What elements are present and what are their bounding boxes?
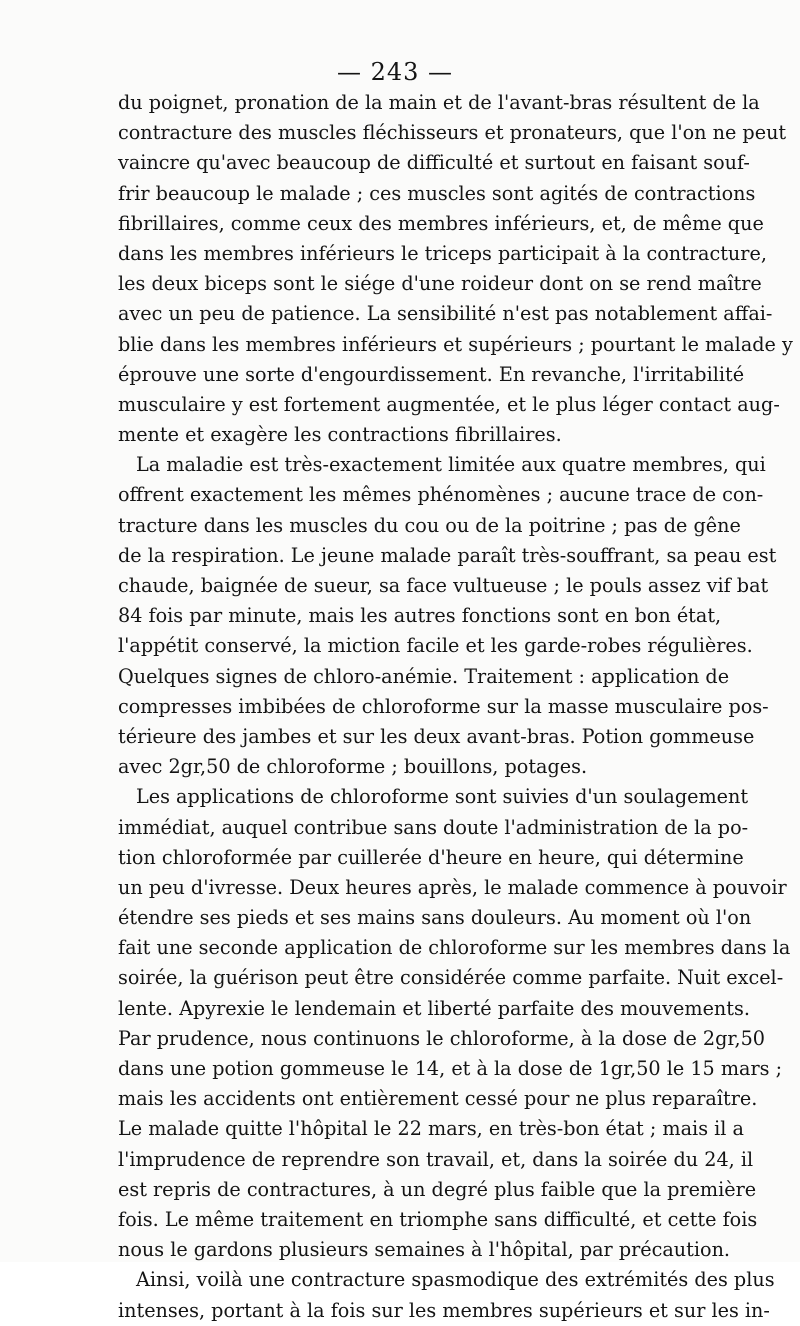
- text-line: de la respiration. Le jeune malade paraît très-souffrant, sa peau est: [118, 543, 777, 567]
- text-line: contracture des muscles fléchisseurs et pronateurs, que l'on ne peut: [118, 121, 787, 145]
- text-line: blie dans les membres inférieurs et supérieurs ; pourtant le malade y: [118, 332, 793, 356]
- text-line: dans les membres inférieurs le triceps participait à la contracture,: [118, 241, 767, 265]
- text-line: Quelques signes de chloro-anémie. Traitement : application de: [118, 664, 730, 688]
- text-line: est repris de contractures, à un degré plus faible que la première: [118, 1177, 757, 1201]
- text-line: offrent exactement les mêmes phénomènes ; aucune trace de con-: [118, 483, 764, 507]
- text-line: lente. Apyrexie le lendemain et liberté parfaite des mouvements.: [118, 996, 750, 1020]
- text-line: l'appétit conservé, la miction facile et les garde-robes régulières.: [118, 634, 753, 658]
- text-line: musculaire y est fortement augmentée, et le plus léger contact aug-: [118, 392, 780, 416]
- text-line: chaude, baignée de sueur, sa face vultueuse ; le pouls assez vif bat: [118, 574, 769, 597]
- text-line: La maladie est très-exactement limitée aux quatre membres, qui: [136, 453, 766, 477]
- text-line: frir beaucoup le malade ; ces muscles sont agités de contractions: [118, 181, 756, 205]
- text-line: avec 2gr,50 de chloroforme ; bouillons, potages.: [118, 755, 588, 779]
- text-line: l'imprudence de reprendre son travail, et, dans la soirée du 24, il: [118, 1147, 754, 1171]
- text-line: fibrillaires, comme ceux des membres inférieurs, et, de même que: [118, 211, 764, 235]
- text-line: étendre ses pieds et ses mains sans douleurs. Au moment où l'on: [118, 906, 752, 930]
- text-line: 84 fois par minute, mais les autres fonctions sont en bon état,: [118, 604, 722, 628]
- text-line: nous le gardons plusieurs semaines à l'hôpital, par précaution.: [118, 1238, 731, 1262]
- text-line: avec un peu de patience. La sensibilité n'est pas notablement affai-: [118, 302, 773, 326]
- text-line: Les applications de chloroforme sont suivies d'un soulagement: [136, 785, 749, 809]
- text-line: intenses, portant à la fois sur les membres supérieurs et sur les in-: [118, 1298, 770, 1322]
- text-line: Le malade quitte l'hôpital le 22 mars, en très-bon état ; mais il a: [118, 1117, 744, 1141]
- text-line: Ainsi, voilà une contracture spasmodique des extrémités des plus: [136, 1268, 775, 1292]
- text-line: Par prudence, nous continuons le chloroforme, à la dose de 2gr,50: [118, 1026, 765, 1050]
- text-line: soirée, la guérison peut être considérée comme parfaite. Nuit excel-: [118, 966, 784, 990]
- text-line: mente et exagère les contractions fibrillaires.: [118, 423, 562, 447]
- text-line: tracture dans les muscles du cou ou de la poitrine ; pas de gêne: [118, 513, 741, 537]
- text-line: les deux biceps sont le siége d'une roideur dont on se rend maître: [118, 272, 762, 296]
- text-line: fait une seconde application de chloroforme sur les membres dans la: [118, 936, 791, 960]
- text-line: dans une potion gommeuse le 14, et à la dose de 1gr,50 le 15 mars ;: [118, 1057, 783, 1080]
- text-line: fois. Le même traitement en triomphe sans difficulté, et cette fois: [118, 1207, 758, 1231]
- text-line: térieure des jambes et sur les deux avant-bras. Potion gommeuse: [118, 724, 755, 748]
- text-line: immédiat, auquel contribue sans doute l'administration de la po-: [118, 815, 749, 839]
- text-line: compresses imbibées de chloroforme sur la masse musculaire pos-: [118, 694, 769, 718]
- text-line: vaincre qu'avec beaucoup de difficulté et surtout en faisant souf-: [118, 151, 750, 175]
- text-line: du poignet, pronation de la main et de l'avant-bras résultent de la: [118, 91, 760, 114]
- text-line: un peu d'ivresse. Deux heures après, le malade commence à pouvoir: [118, 875, 787, 899]
- text-line: éprouve une sorte d'engourdissement. En revanche, l'irritabilité: [118, 362, 745, 386]
- text-line: tion chloroformée par cuillerée d'heure en heure, qui détermine: [118, 845, 744, 869]
- page-number: — 243 —: [336, 58, 454, 86]
- body-text: [118, 88, 793, 1326]
- text-line: mais les accidents ont entièrement cessé pour ne plus reparaître.: [118, 1087, 758, 1111]
